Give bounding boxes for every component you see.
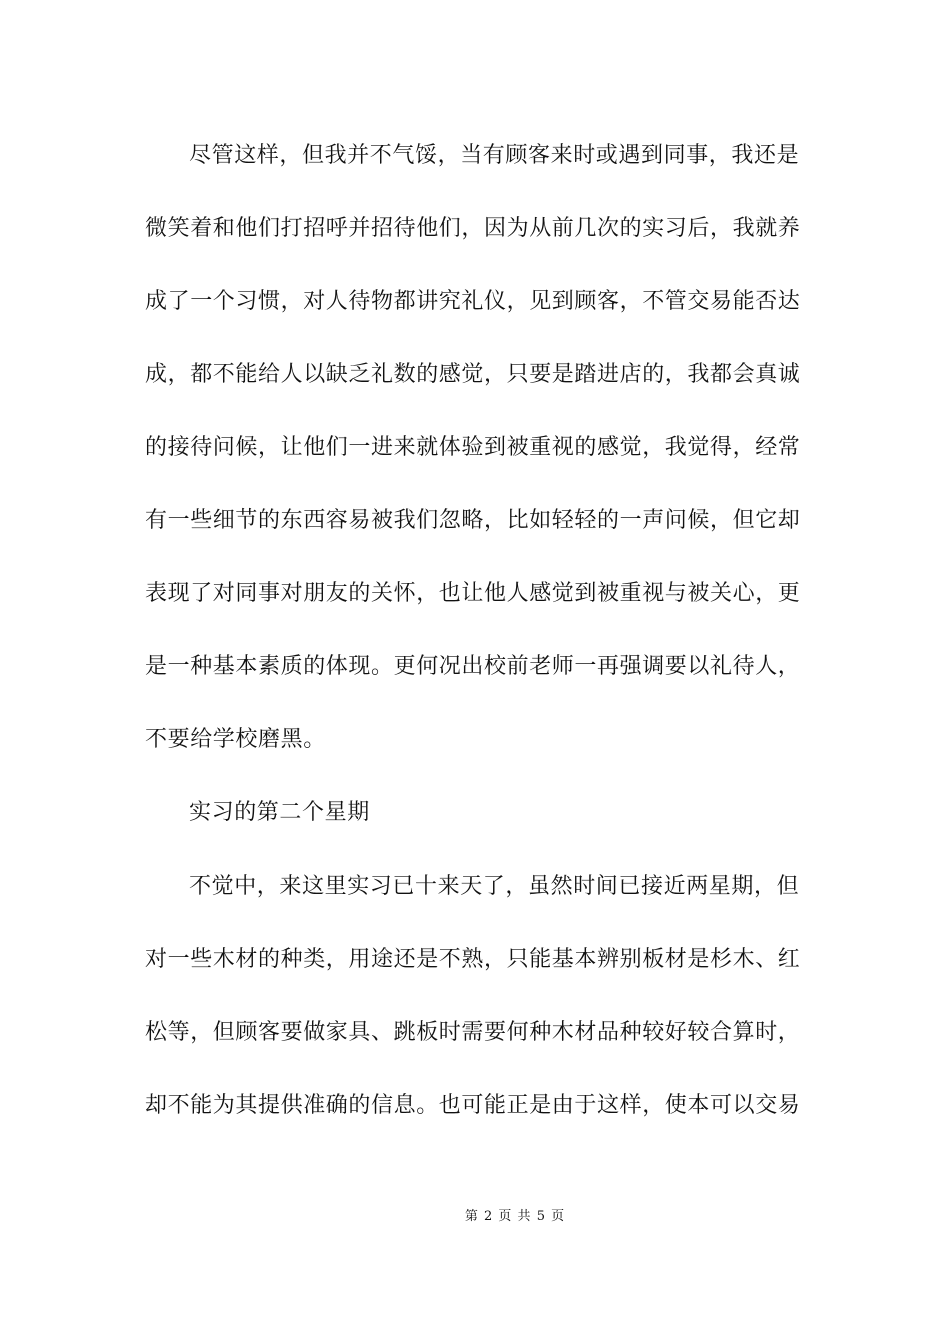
paragraph-line: 表现了对同事对朋友的关怀，也让他人感觉到被重视与被关心，更	[145, 581, 801, 606]
paragraph-line: 是一种基本素质的体现。更何况出校前老师一再强调要以礼待人，	[145, 654, 801, 679]
paragraph-line: 有一些细节的东西容易被我们忽略，比如轻轻的一声问候，但它却	[145, 508, 801, 533]
paragraph-line: 松等，但顾客要做家具、跳板时需要何种木材品种较好较合算时，	[145, 1020, 801, 1045]
paragraph-line: 成，都不能给人以缺乏礼数的感觉，只要是踏进店的，我都会真诚	[145, 362, 801, 387]
section-heading: 实习的第二个星期	[189, 800, 370, 825]
paragraph-line: 不觉中，来这里实习已十来天了，虽然时间已接近两星期，但	[189, 874, 800, 899]
paragraph-line: 对一些木材的种类，用途还是不熟，只能基本辨别板材是杉木、红	[145, 947, 801, 972]
paragraph-line: 尽管这样，但我并不气馁，当有顾客来时或遇到同事，我还是	[189, 143, 800, 168]
paragraph-line: 成了一个习惯，对人待物都讲究礼仪，见到顾客，不管交易能否达	[145, 289, 801, 314]
paragraph-line: 不要给学校磨黑。	[145, 727, 326, 752]
page-number-footer: 第 2 页 共 5 页	[464, 1209, 566, 1224]
paragraph-line: 却不能为其提供准确的信息。也可能正是由于这样，使本可以交易	[145, 1093, 801, 1118]
paragraph-line: 的接待问候，让他们一进来就体验到被重视的感觉，我觉得，经常	[145, 435, 801, 460]
paragraph-line: 微笑着和他们打招呼并招待他们，因为从前几次的实习后，我就养	[145, 216, 801, 241]
